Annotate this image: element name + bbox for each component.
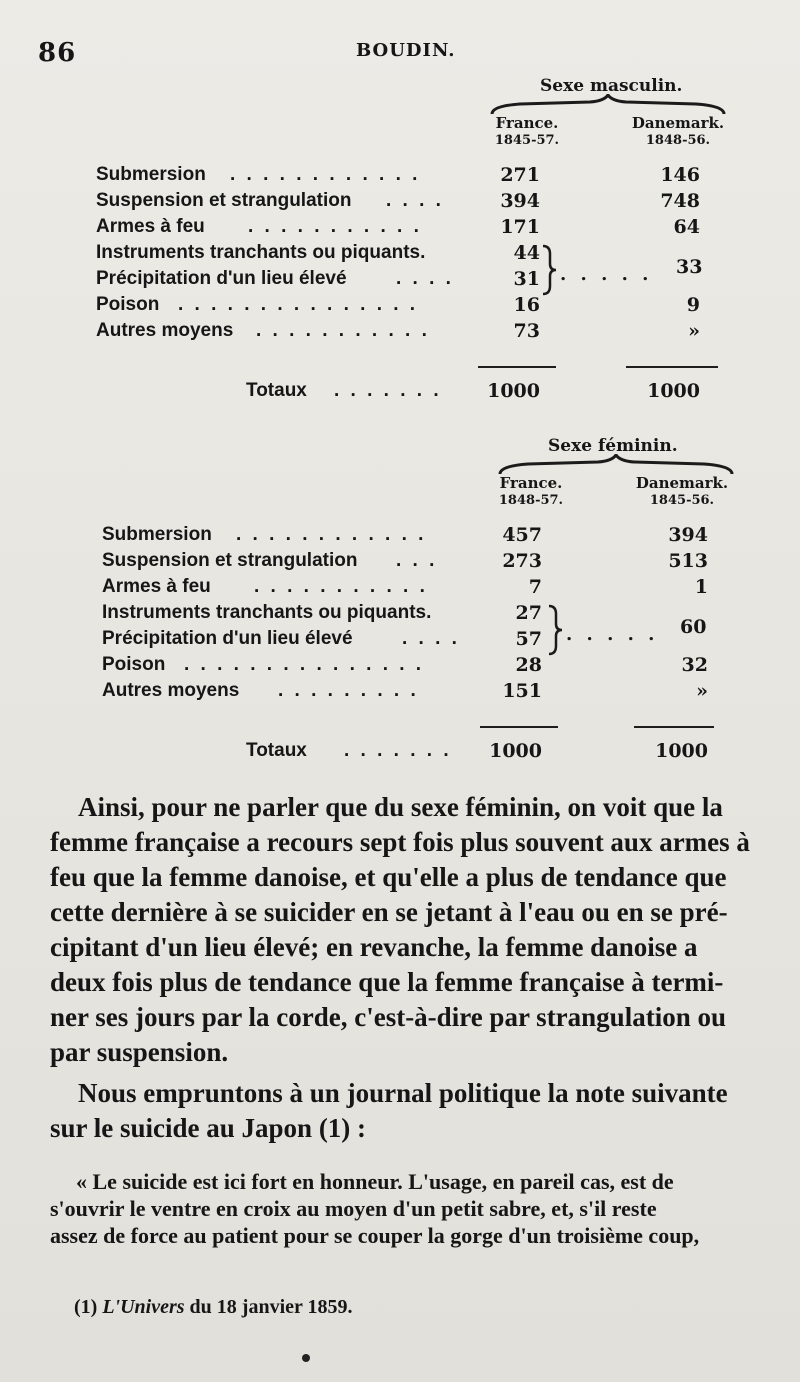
curly-brace-icon xyxy=(546,604,564,656)
text-line: cipitant d'un lieu élevé; en revanche, la femme danoise a xyxy=(50,932,698,962)
dot-leader: . . . xyxy=(396,550,438,571)
row-label: Armes à feu xyxy=(102,576,211,597)
paragraph-1 xyxy=(50,790,762,1070)
sex-label-female: Sexe féminin. xyxy=(548,436,678,456)
value-france: 57 xyxy=(515,628,542,650)
dot-leader: . . . . xyxy=(402,628,460,649)
value-danemark: 394 xyxy=(668,524,708,546)
value-france: 273 xyxy=(502,550,542,572)
dot-leader: . . . . . . . . . . . xyxy=(248,216,422,237)
value-danemark: 513 xyxy=(668,550,708,572)
value-danemark: 64 xyxy=(673,216,700,238)
row-label: Submersion xyxy=(102,524,212,545)
dot-leader: . . . . . . . xyxy=(334,380,442,401)
totals-label: Totaux xyxy=(246,740,307,761)
row-label: Poison xyxy=(102,654,166,675)
quotation xyxy=(50,1168,762,1249)
value-france: 16 xyxy=(513,294,540,316)
text-line: femme française a recours sept fois plus souvent aux armes à xyxy=(50,827,750,857)
row-label: Suspension et strangulation xyxy=(96,190,352,211)
value-danemark-grouped: 33 xyxy=(676,256,703,278)
total-france: 1000 xyxy=(487,380,540,402)
sum-rule-france xyxy=(478,366,556,368)
page-header xyxy=(0,38,800,68)
horizontal-brace-icon xyxy=(490,94,726,116)
row-label: Précipitation d'un lieu élevé xyxy=(96,268,347,289)
table-row xyxy=(0,524,800,550)
value-danemark: 32 xyxy=(681,654,708,676)
value-france: 394 xyxy=(500,190,540,212)
footnote-text: du 18 janvier 1859. xyxy=(189,1296,353,1318)
totals-label: Totaux xyxy=(246,380,307,401)
total-france: 1000 xyxy=(489,740,542,762)
dot-leader: . . . . . . . . . xyxy=(278,680,419,701)
value-danemark: » xyxy=(688,320,700,342)
column-head-danemark-female xyxy=(632,474,732,510)
dot-leader: . . . . xyxy=(396,268,454,289)
value-france: 27 xyxy=(515,602,542,624)
value-france: 457 xyxy=(502,524,542,546)
dot-leader: . . . . . . . . . . . . xyxy=(230,164,421,185)
value-france: 7 xyxy=(528,576,542,598)
column-country: France. xyxy=(495,114,559,132)
total-danemark: 1000 xyxy=(647,380,700,402)
dot-leader: . . . . . . . . . . . xyxy=(256,320,430,341)
value-france: 151 xyxy=(502,680,542,702)
footnote-title: L'Univers xyxy=(102,1296,185,1318)
column-years: 1845-57. xyxy=(494,133,560,148)
dot-leader: . . . . . . . . . . . . . . . xyxy=(184,654,425,675)
value-danemark: 146 xyxy=(660,164,700,186)
text-line: deux fois plus de tendance que la femme française à termi- xyxy=(50,967,724,997)
table-row xyxy=(0,294,800,320)
total-danemark: 1000 xyxy=(655,740,708,762)
sum-rule-danemark xyxy=(626,366,718,368)
sum-rule-danemark xyxy=(634,726,714,728)
text-line: « Le suicide est ici fort en honneur. L'usage, en pareil cas, est de xyxy=(76,1169,674,1194)
row-label: Autres moyens xyxy=(96,320,234,341)
value-france: 171 xyxy=(500,216,540,238)
text-line: sur le suicide au Japon (1) : xyxy=(50,1113,367,1143)
row-label: Armes à feu xyxy=(96,216,205,237)
page-number: 86 xyxy=(38,38,77,68)
totals-row-male xyxy=(0,380,800,406)
dot-leader: . . . . . xyxy=(560,264,653,285)
row-label: Submersion xyxy=(96,164,206,185)
table-row xyxy=(0,550,800,576)
row-label: Poison xyxy=(96,294,160,315)
text-line: assez de force au patient pour se couper la gorge d'un troisième coup, xyxy=(50,1223,700,1248)
column-country: France. xyxy=(499,474,563,492)
sum-rule-france xyxy=(480,726,558,728)
text-line: cette dernière à se suicider en se jetant à l'eau ou en se pré- xyxy=(50,897,728,927)
row-label: Suspension et strangulation xyxy=(102,550,358,571)
column-years: 1848-57. xyxy=(498,493,564,508)
table-row xyxy=(0,680,800,706)
value-france: 44 xyxy=(513,242,540,264)
dot-leader: . . . . . xyxy=(566,624,659,645)
dot-leader: . . . . . . . xyxy=(344,740,452,761)
text-line: feu que la femme danoise, et qu'elle a plus de tendance que xyxy=(50,862,727,892)
sex-label-male: Sexe masculin. xyxy=(540,76,683,96)
footnote xyxy=(74,1296,353,1319)
value-france: 271 xyxy=(500,164,540,186)
table-row xyxy=(0,190,800,216)
dot-leader: . . . . . . . . . . . xyxy=(254,576,428,597)
paragraph-2 xyxy=(50,1076,762,1146)
text-line: s'ouvrir le ventre en croix au moyen d'un petit sabre, et, s'il reste xyxy=(50,1196,657,1221)
value-danemark: 748 xyxy=(660,190,700,212)
running-head: BOUDIN. xyxy=(356,40,456,61)
value-danemark: » xyxy=(696,680,708,702)
column-head-france-female xyxy=(490,474,572,510)
value-france: 31 xyxy=(513,268,540,290)
table-row xyxy=(0,164,800,190)
value-france: 73 xyxy=(513,320,540,342)
value-danemark: 1 xyxy=(694,576,708,598)
ink-spot xyxy=(302,1354,310,1362)
row-label: Autres moyens xyxy=(102,680,240,701)
text-line: Nous empruntons à un journal politique la note suivante xyxy=(78,1078,728,1108)
value-france: 28 xyxy=(515,654,542,676)
footnote-marker: (1) xyxy=(74,1296,98,1318)
table-row xyxy=(0,654,800,680)
column-head-danemark-male xyxy=(628,114,728,150)
table-row xyxy=(0,320,800,346)
table-row xyxy=(0,216,800,242)
row-label: Instruments tranchants ou piquants. xyxy=(102,602,432,623)
text-line: ner ses jours par la corde, c'est-à-dire par strangulation ou xyxy=(50,1002,726,1032)
dot-leader: . . . . . . . . . . . . xyxy=(236,524,427,545)
row-label: Instruments tranchants ou piquants. xyxy=(96,242,426,263)
column-years: 1845-56. xyxy=(649,493,715,508)
column-country: Danemark. xyxy=(635,474,729,492)
totals-row-female xyxy=(0,740,800,766)
horizontal-brace-icon xyxy=(498,454,734,476)
row-label: Précipitation d'un lieu élevé xyxy=(102,628,353,649)
table-row xyxy=(0,576,800,602)
column-head-france-male xyxy=(486,114,568,150)
dot-leader: . . . . . . . . . . . . . . . xyxy=(178,294,419,315)
curly-brace-icon xyxy=(540,244,558,296)
column-years: 1848-56. xyxy=(645,133,711,148)
value-danemark-grouped: 60 xyxy=(680,616,707,638)
dot-leader: . . . . xyxy=(386,190,444,211)
column-country: Danemark. xyxy=(631,114,725,132)
text-line: Ainsi, pour ne parler que du sexe féminin, on voit que la xyxy=(78,792,723,822)
text-line: par suspension. xyxy=(50,1037,229,1067)
value-danemark: 9 xyxy=(686,294,700,316)
